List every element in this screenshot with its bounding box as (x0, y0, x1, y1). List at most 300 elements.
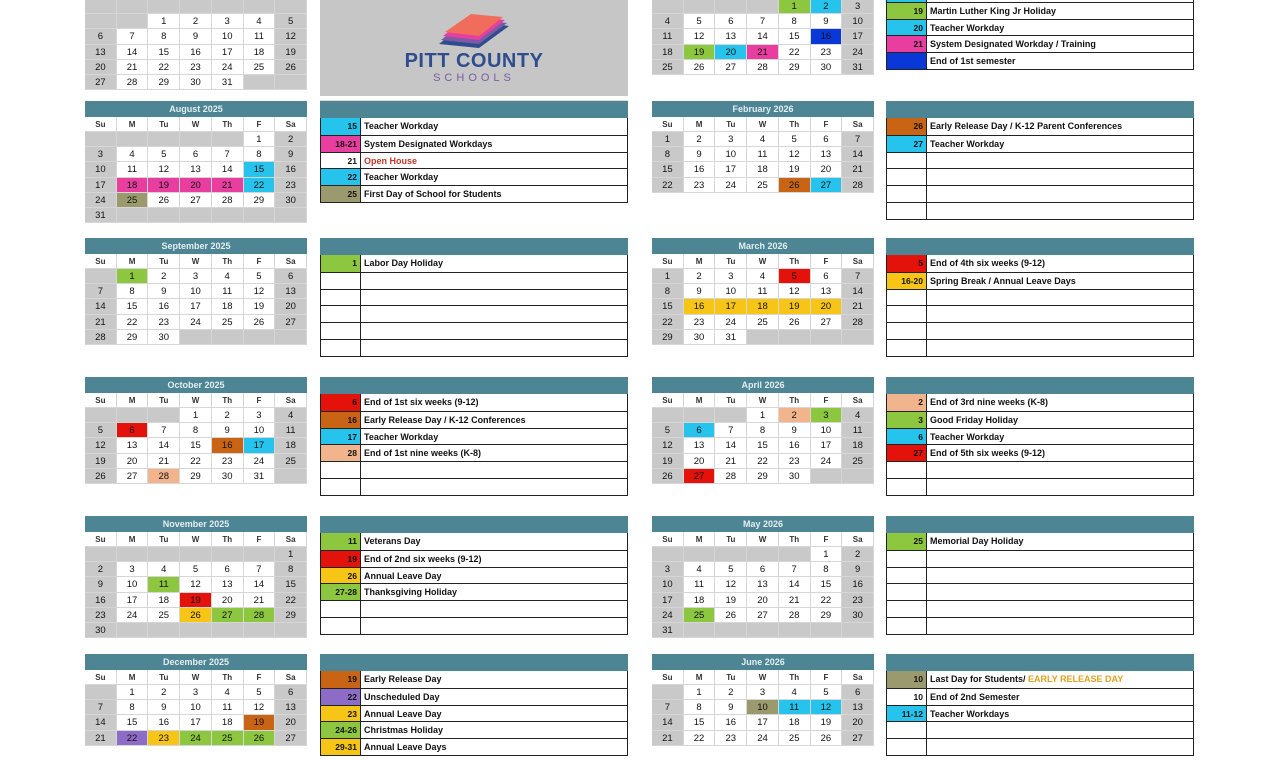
weekday-header: W (747, 532, 779, 547)
day-cell: 2 (275, 132, 307, 147)
day-cell: 13 (275, 700, 307, 715)
day-cell: 27 (212, 608, 244, 623)
day-cell: 15 (180, 438, 212, 453)
event-legend (886, 238, 1194, 357)
day-cell: 25 (684, 608, 716, 623)
legend-date: 1 (321, 255, 361, 272)
day-cell: 25 (842, 454, 874, 469)
legend-event-text: Teacher Workday (364, 172, 439, 183)
day-cell: 4 (779, 685, 811, 700)
legend-event-text: System Designated Workday / Training (930, 39, 1096, 50)
legend-date (321, 479, 361, 495)
day-cell: 28 (747, 60, 779, 75)
legend-header-bar (320, 238, 628, 255)
legend-header-bar (886, 516, 1194, 533)
day-cell: 3 (180, 269, 212, 284)
day-cell: 11 (652, 29, 684, 44)
day-cell: 20 (747, 593, 779, 608)
day-cell: 16 (275, 162, 307, 177)
legend-date: 21 (321, 153, 361, 169)
legend-event (927, 568, 1193, 584)
day-cell: 12 (244, 700, 276, 715)
day-cell: 2 (684, 132, 716, 147)
day-cell: 23 (275, 178, 307, 193)
day-cell: 16 (180, 45, 212, 60)
legend-event (361, 551, 627, 567)
legend-row (887, 567, 1193, 584)
legend-row (321, 738, 627, 755)
legend-header-bar (320, 377, 628, 394)
day-cell: 24 (715, 178, 747, 193)
day-cell: 14 (85, 715, 117, 730)
legend-event (361, 739, 627, 755)
legend-table (886, 533, 1194, 635)
legend-event (927, 739, 1193, 755)
day-cell: 7 (117, 29, 149, 44)
weekday-header: M (684, 393, 716, 408)
weekday-header: Su (652, 254, 684, 269)
day-cell: 21 (779, 593, 811, 608)
day-cell: 17 (811, 438, 843, 453)
day-cell: 1 (275, 547, 307, 562)
day-cell: 23 (85, 608, 117, 623)
day-cell: 12 (148, 162, 180, 177)
day-cell: 2 (684, 269, 716, 284)
day-cell: 31 (652, 623, 684, 638)
day-cell: 28 (148, 469, 180, 484)
day-cell: 5 (180, 562, 212, 577)
legend-table (886, 394, 1194, 496)
weekday-header: Tu (148, 670, 180, 685)
day-cell: 17 (180, 715, 212, 730)
day-cell: 20 (212, 593, 244, 608)
day-cell (85, 132, 117, 147)
legend-event-text: End of 1st semester (930, 56, 1016, 67)
day-cell: 9 (684, 147, 716, 162)
day-cell: 26 (715, 608, 747, 623)
day-cell: 25 (747, 178, 779, 193)
day-cell (715, 408, 747, 423)
day-cell: 25 (747, 315, 779, 330)
day-cell (811, 330, 843, 345)
legend-row (321, 168, 627, 185)
legend-event (927, 618, 1193, 634)
day-cell: 20 (180, 178, 212, 193)
day-cell: 24 (842, 45, 874, 60)
day-cell: 30 (811, 60, 843, 75)
day-cell: 14 (715, 438, 747, 453)
weekday-header: Su (85, 393, 117, 408)
day-cell: 10 (244, 423, 276, 438)
day-cell: 15 (117, 715, 149, 730)
day-cell: 26 (779, 315, 811, 330)
day-cell: 4 (148, 562, 180, 577)
day-cell: 9 (779, 423, 811, 438)
day-cell: 18 (148, 593, 180, 608)
day-cell: 3 (85, 147, 117, 162)
event-legend (886, 654, 1194, 756)
weekday-header: Th (212, 670, 244, 685)
day-cell (117, 208, 149, 223)
legend-row (887, 202, 1193, 219)
legend-date (887, 551, 927, 567)
day-cell: 30 (148, 330, 180, 345)
day-cell: 29 (747, 469, 779, 484)
legend-event (927, 584, 1193, 600)
day-cell (652, 408, 684, 423)
day-cell: 17 (244, 438, 276, 453)
legend-event (361, 568, 627, 584)
day-cell: 26 (684, 60, 716, 75)
event-legend (886, 101, 1194, 220)
legend-table (886, 671, 1194, 756)
day-cell: 22 (779, 45, 811, 60)
legend-event (361, 255, 627, 272)
day-cell: 21 (85, 731, 117, 746)
day-cell: 21 (117, 60, 149, 75)
legend-row (321, 305, 627, 322)
day-cell: 4 (747, 269, 779, 284)
day-cell: 28 (117, 75, 149, 90)
weekday-header: Sa (842, 117, 874, 132)
day-cell: 30 (180, 75, 212, 90)
legend-event-text: Teacher Workdays (930, 708, 1010, 719)
legend-event-text: Annual Leave Days (364, 742, 447, 753)
day-cell (148, 0, 180, 14)
day-cell: 29 (117, 330, 149, 345)
legend-date: 28 (321, 445, 361, 461)
day-cell: 7 (85, 700, 117, 715)
day-cell: 19 (275, 45, 307, 60)
day-cell: 29 (244, 193, 276, 208)
day-cell: 27 (85, 75, 117, 90)
day-cell: 3 (715, 269, 747, 284)
day-cell: 9 (180, 29, 212, 44)
weekday-header: Sa (842, 254, 874, 269)
day-cell: 22 (148, 60, 180, 75)
day-cell: 19 (180, 593, 212, 608)
month-calendar (85, 238, 307, 345)
legend-date (321, 601, 361, 617)
day-cell: 8 (148, 29, 180, 44)
legend-date (887, 479, 927, 495)
legend-event-text: End of 5th six weeks (9-12) (930, 448, 1046, 459)
day-cell: 30 (779, 469, 811, 484)
day-cell (212, 0, 244, 14)
legend-event (927, 3, 1193, 19)
day-cell (85, 269, 117, 284)
legend-event-text: Early Release Day (364, 674, 442, 684)
legend-date (321, 462, 361, 478)
day-cell: 14 (747, 29, 779, 44)
legend-event-text: Teacher Workday (930, 431, 1005, 442)
day-cell: 20 (715, 45, 747, 60)
day-cell: 28 (779, 608, 811, 623)
weekday-header: Sa (275, 254, 307, 269)
day-cell: 19 (244, 715, 276, 730)
legend-row (321, 272, 627, 289)
legend-row (887, 152, 1193, 169)
day-cell (180, 330, 212, 345)
legend-date: 24-26 (321, 722, 361, 738)
day-cell: 21 (842, 162, 874, 177)
day-cell (811, 623, 843, 638)
day-cell: 18 (212, 299, 244, 314)
day-cell: 29 (148, 75, 180, 90)
day-cell: 22 (275, 593, 307, 608)
legend-event (927, 203, 1193, 219)
legend-event-text: End of 2nd Semester (930, 691, 1020, 702)
legend-date (887, 323, 927, 339)
legend-row (887, 0, 1193, 2)
day-cell (842, 623, 874, 638)
legend-row (321, 339, 627, 356)
day-cell: 7 (715, 423, 747, 438)
legend-event (927, 551, 1193, 567)
weekday-header: Th (779, 254, 811, 269)
day-cell: 13 (275, 284, 307, 299)
day-cell: 16 (684, 162, 716, 177)
day-cell: 8 (117, 284, 149, 299)
legend-event (361, 394, 627, 411)
legend-event (927, 186, 1193, 202)
day-cell: 11 (212, 284, 244, 299)
legend-date: 6 (321, 394, 361, 411)
legend-row (887, 478, 1193, 495)
weekday-header: M (117, 532, 149, 547)
day-cell: 10 (842, 14, 874, 29)
day-cell: 26 (275, 60, 307, 75)
day-cell: 17 (85, 178, 117, 193)
weekday-header: Tu (148, 393, 180, 408)
legend-event (361, 136, 627, 152)
day-cell: 16 (715, 715, 747, 730)
day-cell: 27 (684, 469, 716, 484)
day-cell: 26 (244, 731, 276, 746)
day-cell: 2 (715, 685, 747, 700)
legend-event (927, 479, 1193, 495)
day-cell (244, 0, 276, 14)
month-title: March 2026 (652, 238, 874, 254)
day-cell: 22 (811, 593, 843, 608)
day-cell: 24 (117, 608, 149, 623)
day-cell (779, 330, 811, 345)
day-cell: 3 (715, 132, 747, 147)
day-cell: 24 (85, 193, 117, 208)
weekday-header: F (811, 670, 843, 685)
day-cell (212, 547, 244, 562)
weekday-header: Su (652, 532, 684, 547)
day-cell: 26 (779, 178, 811, 193)
day-cell (85, 0, 117, 14)
legend-row (321, 617, 627, 634)
day-cell (684, 547, 716, 562)
legend-event-text: System Designated Workdays (364, 138, 493, 149)
legend-event-text: Open House (364, 155, 418, 166)
weekday-header: Th (779, 532, 811, 547)
weekday-header: Tu (715, 670, 747, 685)
day-cell: 23 (811, 45, 843, 60)
day-cell: 25 (212, 315, 244, 330)
day-cell: 3 (117, 562, 149, 577)
day-cell: 10 (747, 700, 779, 715)
day-cell: 4 (747, 132, 779, 147)
day-cell: 21 (212, 178, 244, 193)
day-cell: 27 (117, 469, 149, 484)
month-grid (652, 0, 874, 75)
legend-event (361, 601, 627, 617)
day-cell: 9 (148, 700, 180, 715)
legend-date (887, 601, 927, 617)
legend-date: 25 (321, 186, 361, 202)
legend-date: 16 (321, 412, 361, 428)
legend-event (927, 671, 1193, 688)
day-cell: 2 (148, 685, 180, 700)
day-cell: 3 (244, 408, 276, 423)
day-cell: 6 (212, 562, 244, 577)
day-cell: 21 (85, 315, 117, 330)
day-cell: 18 (747, 162, 779, 177)
day-cell: 11 (747, 284, 779, 299)
day-cell: 21 (715, 454, 747, 469)
day-cell: 23 (180, 60, 212, 75)
weekday-header: W (180, 670, 212, 685)
day-cell: 17 (212, 45, 244, 60)
legend-event (927, 53, 1193, 69)
day-cell: 15 (652, 299, 684, 314)
day-cell (212, 208, 244, 223)
day-cell: 10 (715, 284, 747, 299)
day-cell: 14 (212, 162, 244, 177)
legend-event (361, 306, 627, 322)
day-cell: 27 (275, 315, 307, 330)
day-cell: 23 (148, 315, 180, 330)
day-cell: 27 (180, 193, 212, 208)
weekday-header: F (244, 532, 276, 547)
weekday-header: Tu (715, 117, 747, 132)
weekday-header: Su (652, 117, 684, 132)
day-cell (148, 208, 180, 223)
day-cell: 19 (684, 45, 716, 60)
day-cell (652, 547, 684, 562)
event-legend (886, 377, 1194, 496)
month-grid (85, 117, 307, 223)
day-cell: 30 (212, 469, 244, 484)
day-cell: 5 (148, 147, 180, 162)
legend-row (321, 688, 627, 705)
day-cell: 24 (747, 731, 779, 746)
event-legend (886, 516, 1194, 635)
day-cell: 15 (684, 715, 716, 730)
legend-date (321, 306, 361, 322)
month-title: December 2025 (85, 654, 307, 670)
legend-date: 19 (321, 551, 361, 567)
weekday-header: Tu (715, 254, 747, 269)
weekday-header: Th (779, 670, 811, 685)
day-cell: 6 (811, 132, 843, 147)
legend-row (887, 135, 1193, 152)
day-cell: 5 (275, 14, 307, 29)
day-cell: 7 (85, 284, 117, 299)
legend-row (321, 255, 627, 272)
day-cell: 8 (684, 700, 716, 715)
legend-event (361, 689, 627, 705)
day-cell: 6 (275, 269, 307, 284)
day-cell: 4 (117, 147, 149, 162)
day-cell: 20 (842, 715, 874, 730)
day-cell: 4 (212, 269, 244, 284)
day-cell: 22 (244, 178, 276, 193)
weekday-header: Th (212, 393, 244, 408)
legend-row (321, 322, 627, 339)
day-cell: 19 (715, 593, 747, 608)
day-cell: 7 (148, 423, 180, 438)
day-cell: 16 (212, 438, 244, 453)
day-cell (148, 408, 180, 423)
legend-row (321, 411, 627, 428)
legend-event-text: End of 4th six weeks (9-12) (930, 258, 1046, 268)
day-cell: 2 (180, 14, 212, 29)
day-cell: 8 (275, 562, 307, 577)
day-cell: 13 (117, 438, 149, 453)
legend-event (927, 340, 1193, 356)
legend-event-emphasis: EARLY RELEASE DAY (1025, 674, 1124, 684)
day-cell (275, 75, 307, 90)
legend-date (887, 153, 927, 169)
day-cell: 8 (244, 147, 276, 162)
legend-table (320, 671, 628, 756)
day-cell: 11 (148, 577, 180, 592)
day-cell: 5 (779, 132, 811, 147)
legend-event (927, 722, 1193, 738)
legend-row (321, 705, 627, 722)
day-cell (212, 132, 244, 147)
weekday-header: Sa (275, 532, 307, 547)
legend-event (927, 706, 1193, 722)
legend-date: 27 (887, 136, 927, 152)
day-cell: 24 (212, 60, 244, 75)
day-cell (212, 330, 244, 345)
day-cell (244, 330, 276, 345)
legend-event (361, 722, 627, 738)
legend-date (321, 340, 361, 356)
day-cell (148, 132, 180, 147)
day-cell: 20 (684, 454, 716, 469)
legend-event-text: Memorial Day Holiday (930, 536, 1024, 546)
day-cell: 4 (212, 685, 244, 700)
day-cell (180, 208, 212, 223)
day-cell: 9 (811, 14, 843, 29)
day-cell: 1 (652, 132, 684, 147)
day-cell: 11 (779, 700, 811, 715)
weekday-header: W (747, 254, 779, 269)
legend-row (887, 688, 1193, 705)
day-cell (85, 408, 117, 423)
legend-row (321, 428, 627, 445)
legend-event (927, 445, 1193, 461)
day-cell: 28 (85, 330, 117, 345)
legend-row (321, 550, 627, 567)
day-cell: 21 (244, 593, 276, 608)
day-cell: 5 (652, 423, 684, 438)
day-cell: 3 (212, 14, 244, 29)
weekday-header: Sa (275, 670, 307, 685)
legend-event-text: End of 3rd nine weeks (K-8) (930, 397, 1049, 407)
legend-date (321, 618, 361, 634)
day-cell (244, 208, 276, 223)
day-cell: 20 (85, 60, 117, 75)
month-calendar (652, 516, 874, 638)
